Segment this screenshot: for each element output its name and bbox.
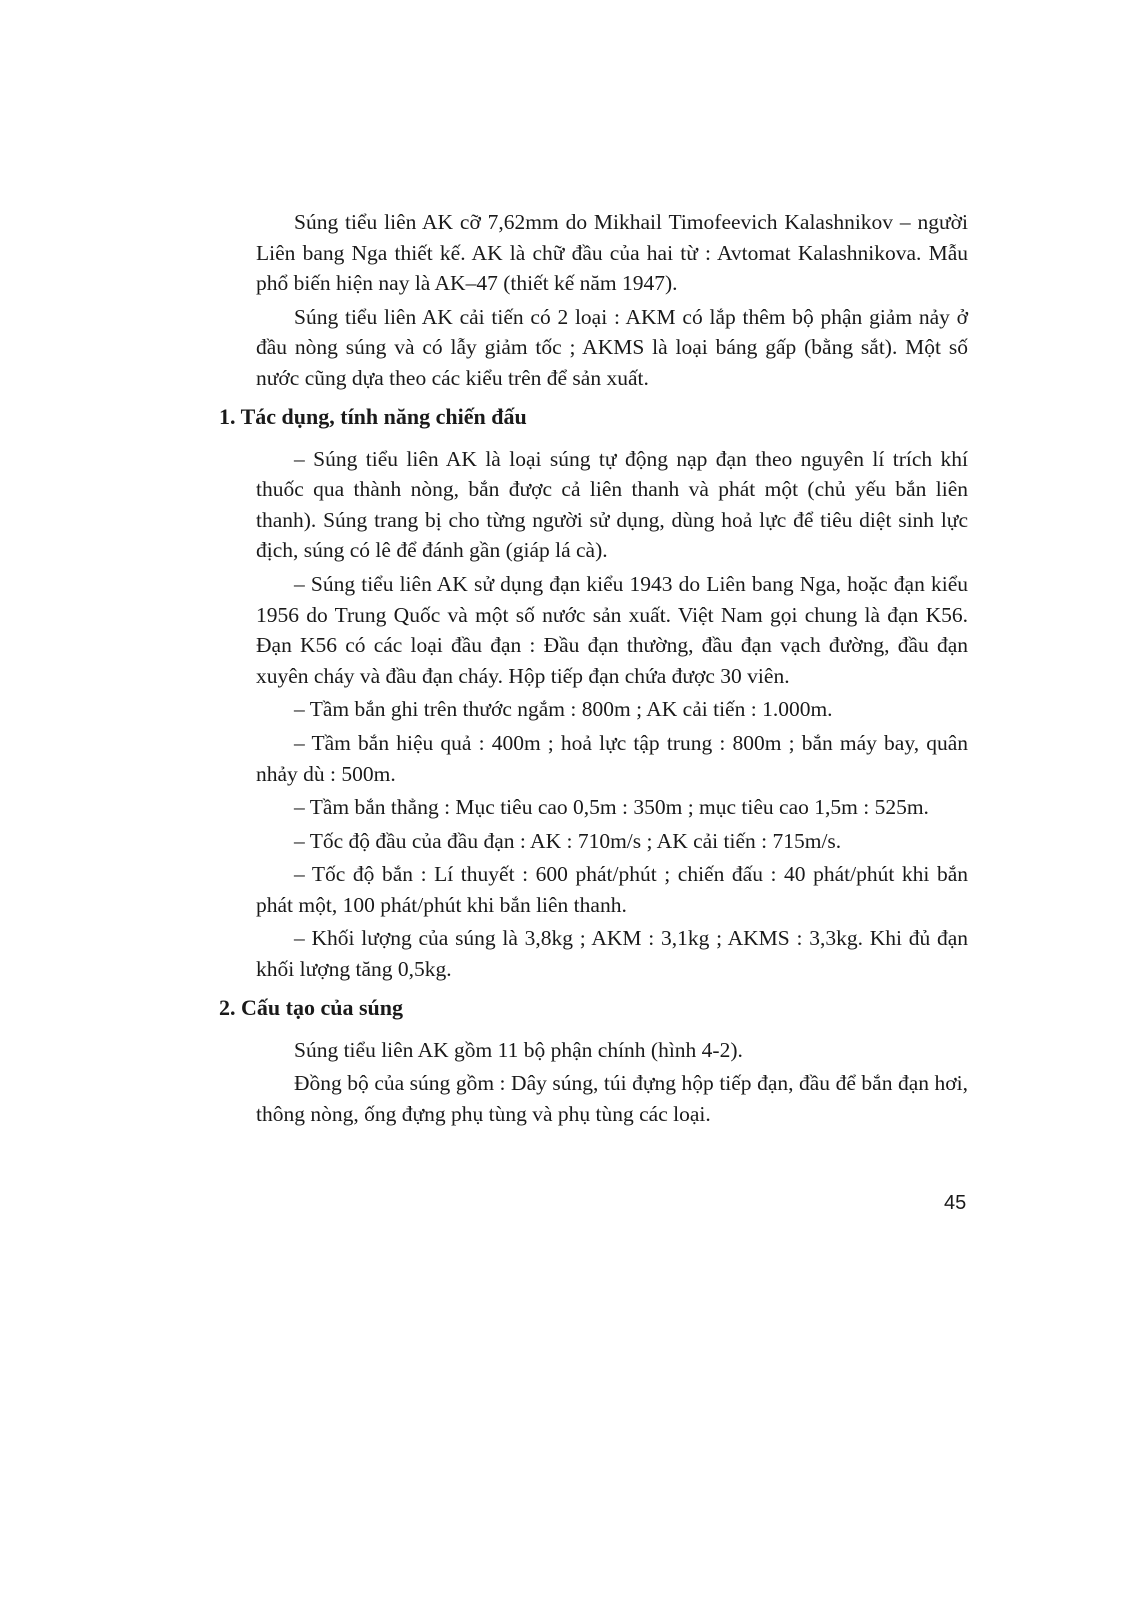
section-1-paragraph: – Tầm bắn ghi trên thước ngắm : 800m ; AK cải tiến : 1.000m. [294, 697, 833, 722]
intro-paragraph-2: Súng tiểu liên AK cải tiến có 2 loại : AKM có lắp thêm bộ phận giảm nảy ở đầu nòng súng và có lẫy giảm tốc ; AKMS là loại báng gấp (bằng sắt). Một số nước cũng dựa theo các kiểu trên để sản xuất. [256, 304, 968, 390]
section-1-paragraph: – Tầm bắn hiệu quả : 400m ; hoả lực tập trung : 800m ; bắn máy bay, quân nhảy dù : 500m. [256, 730, 968, 786]
section-1-heading: 1. Tác dụng, tính năng chiến đấu [219, 403, 527, 429]
section-1-paragraph: – Tốc độ đầu của đầu đạn : AK : 710m/s ; AK cải tiến : 715m/s. [294, 828, 842, 853]
section-2-body [256, 1035, 968, 1130]
section-1-paragraph: – Tầm bắn thẳng : Mục tiêu cao 0,5m : 350m ; mục tiêu cao 1,5m : 525m. [294, 795, 929, 820]
section-2-heading: 2. Cấu tạo của súng [219, 994, 403, 1020]
section-1-paragraph: – Tốc độ bắn : Lí thuyết : 600 phát/phút ; chiến đấu : 40 phát/phút khi bắn phát một, 100 phát/phút khi bắn liên thanh. [256, 862, 968, 917]
section-1-paragraph: – Súng tiểu liên AK là loại súng tự động nạp đạn theo nguyên lí trích khí thuốc qua thành nòng, bắn được cả liên thanh và phát một (chủ yếu bắn liên thanh). Súng trang bị cho từng người sử dụng, dùng hoả lực để tiêu diệt sinh lực địch, súng có lê để đánh gần (giáp lá cà). [256, 446, 968, 563]
section-1-paragraph: – Súng tiểu liên AK sử dụng đạn kiểu 1943 do Liên bang Nga, hoặc đạn kiểu 1956 do Trung Quốc và một số nước sản xuất. Việt Nam gọi chung là đạn K56. Đạn K56 có các loại đầu đạn : Đầu đạn thường, đầu đạn vạch đường, đầu đạn xuyên cháy và đầu đạn cháy. Hộp tiếp đạn chứa được 30 viên. [256, 571, 968, 688]
section-1-paragraph: – Khối lượng của súng là 3,8kg ; AKM : 3,1kg ; AKMS : 3,3kg. Khi đủ đạn khối lượng tăng 0,5kg. [256, 926, 968, 982]
intro-paragraph-1: Súng tiểu liên AK cỡ 7,62mm do Mikhail Timofeevich Kalashnikov – người Liên bang Nga thiết kế. AK là chữ đầu của hai từ : Avtomat Kalashnikova. Mẫu phổ biến hiện nay là AK–47 (thiết kế năm 1947). [256, 210, 968, 296]
section-1-body [256, 444, 968, 985]
section-2-paragraph: Súng tiểu liên AK gồm 11 bộ phận chính (hình 4-2). [294, 1037, 743, 1062]
page-number: 45 [944, 1192, 967, 1214]
page-content [219, 207, 968, 1132]
section-2-paragraph: Đồng bộ của súng gồm : Dây súng, túi đựng hộp tiếp đạn, đầu để bắn đạn hơi, thông nòng, ống đựng phụ tùng và phụ tùng các loại. [256, 1071, 968, 1126]
